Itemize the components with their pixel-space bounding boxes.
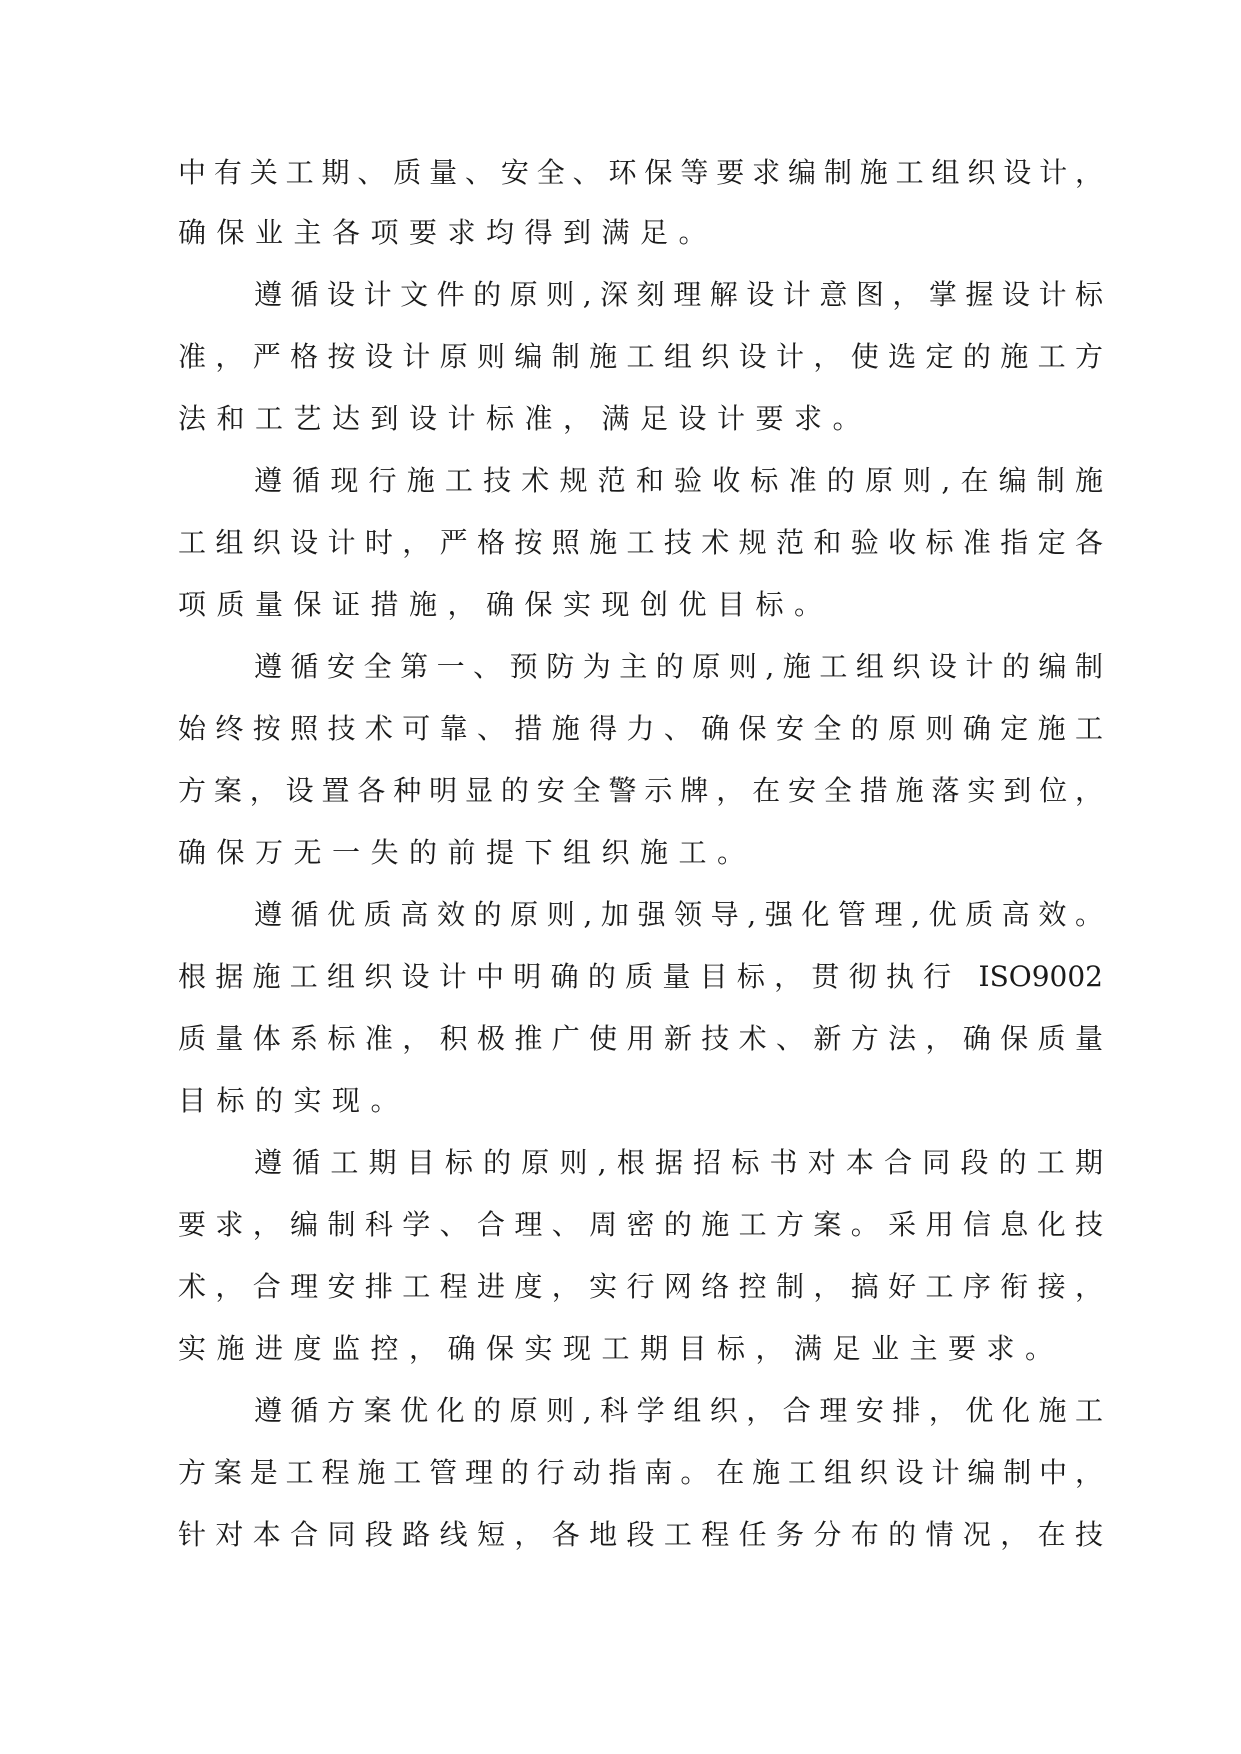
text-line: 方案是工程施工管理的行动指南。在施工组织设计编制中， bbox=[178, 1456, 1103, 1489]
paragraph-first-line: 遵循方案优化的原则,科学组织，合理安排，优化施工 bbox=[254, 1394, 1103, 1427]
text-line: 法和工艺达到设计标准，满足设计要求。 bbox=[178, 402, 872, 435]
text-line: 确保业主各项要求均得到满足。 bbox=[178, 216, 718, 249]
text-line: 项质量保证措施，确保实现创优目标。 bbox=[178, 588, 833, 621]
text-line: 始终按照技术可靠、措施得力、确保安全的原则确定施工 bbox=[178, 712, 1103, 745]
text-line: 准，严格按设计原则编制施工组织设计，使选定的施工方 bbox=[178, 340, 1103, 373]
paragraph-first-line: 遵循安全第一、预防为主的原则,施工组织设计的编制 bbox=[254, 650, 1103, 683]
paragraph-first-line: 遵循设计文件的原则,深刻理解设计意图，掌握设计标 bbox=[254, 278, 1103, 311]
text-line: 实施进度监控，确保实现工期目标，满足业主要求。 bbox=[178, 1332, 1064, 1365]
text-line: 要求，编制科学、合理、周密的施工方案。采用信息化技 bbox=[178, 1208, 1103, 1241]
text-line: 针对本合同段路线短，各地段工程任务分布的情况，在技 bbox=[178, 1518, 1103, 1551]
text-line: 确保万无一失的前提下组织施工。 bbox=[178, 836, 756, 869]
text-line: 工组织设计时，严格按照施工技术规范和验收标准指定各 bbox=[178, 526, 1103, 559]
text-line: 根据施工组织设计中明确的质量目标，贯彻执行 ISO9002 bbox=[178, 960, 1103, 993]
text-line: 质量体系标准，积极推广使用新技术、新方法，确保质量 bbox=[178, 1022, 1103, 1055]
text-line: 中有关工期、质量、安全、环保等要求编制施工组织设计， bbox=[178, 156, 1103, 189]
text-line: 目标的实现。 bbox=[178, 1084, 410, 1117]
text-line: 术，合理安排工程进度，实行网络控制，搞好工序衔接， bbox=[178, 1270, 1103, 1303]
paragraph-first-line: 遵循现行施工技术规范和验收标准的原则,在编制施 bbox=[254, 464, 1103, 497]
paragraph-first-line: 遵循工期目标的原则,根据招标书对本合同段的工期 bbox=[254, 1146, 1103, 1179]
paragraph-first-line: 遵循优质高效的原则,加强领导,强化管理,优质高效。 bbox=[254, 898, 1103, 931]
text-line: 方案，设置各种明显的安全警示牌，在安全措施落实到位， bbox=[178, 774, 1103, 807]
